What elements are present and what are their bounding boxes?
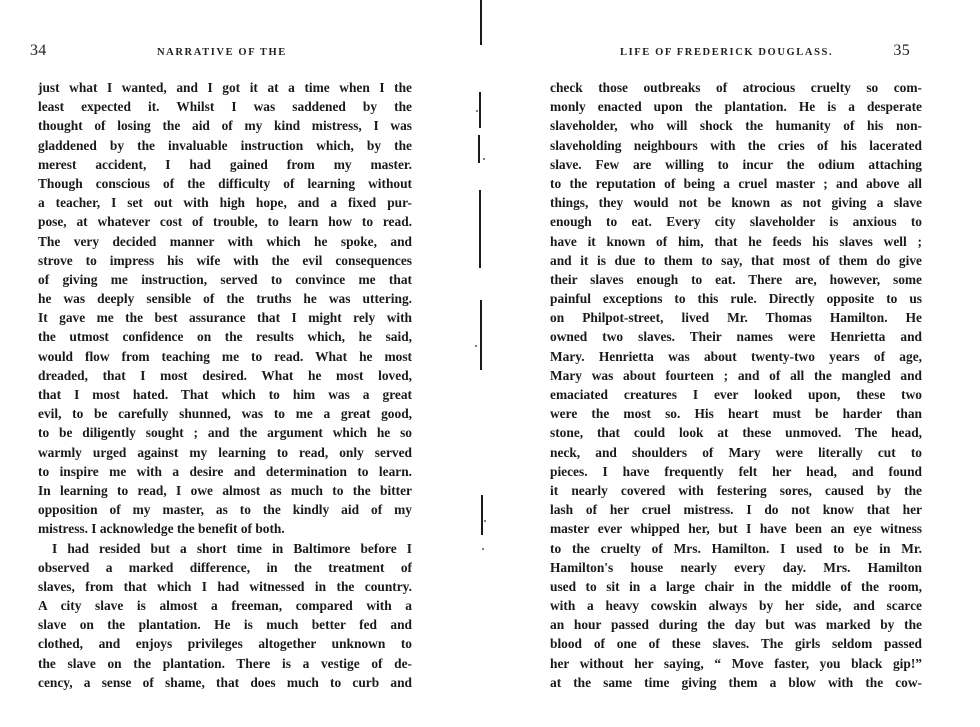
text-line: of giving me instruction, served to convince me that (38, 271, 412, 287)
text-line: gladdened by the invaluable instruction which, by the (38, 137, 412, 153)
binding-dot (475, 345, 477, 347)
text-line: mistress. I acknowledge the benefit of both. (38, 521, 285, 537)
text-line: slaveholding neighbours with the cries of his lacerated (550, 137, 922, 153)
binding-dot (483, 158, 485, 160)
text-line: pose, at whatever cost of trouble, to learn how to read. (38, 214, 412, 230)
text-line: stone, that could look at these unmoved. The head, (550, 425, 922, 441)
text-line: were the most so. His heart must be harder than (550, 406, 922, 422)
text-line: a teacher, I set out with high hope, and a fixed pur- (38, 195, 412, 211)
right-page (490, 0, 980, 727)
binding-mark (479, 92, 481, 128)
text-line: observed a marked difference, in the treatment of (38, 559, 412, 575)
text-line: warmly urged against my learning to read, only served (38, 444, 412, 460)
text-line: neck, and shoulders of Mary were literally cut to (550, 444, 922, 460)
text-line: painful exceptions to this rule. Directly opposite to us (550, 291, 922, 307)
left-page (0, 0, 475, 727)
text-line: to inspire me with a desire and determination to learn. (38, 463, 412, 479)
text-line: In learning to read, I owe almost as much to the bitter (38, 482, 412, 498)
text-line: emaciated creatures I ever looked upon, these two (550, 387, 922, 402)
text-line: to the cruelty of Mrs. Hamilton. I used to be in Mr. (550, 540, 922, 556)
binding-mark (481, 495, 483, 535)
text-line: their slaves enough to eat. There are, however, some (550, 271, 922, 287)
text-line: thought of losing the aid of my kind mistress, I was (38, 118, 412, 134)
text-line: It gave me the best assurance that I might rely with (38, 310, 412, 326)
text-line: the slave on the plantation. There is a vestige of de- (38, 655, 412, 671)
right-page-body (550, 78, 922, 692)
text-line: to the reputation of being a cruel master ; and above all (550, 175, 922, 191)
text-line: The very decided manner with which he spoke, and (38, 233, 412, 249)
text-line: slave. Few are willing to incur the odium attaching (550, 156, 922, 172)
text-line: Mary. Henrietta was about twenty-two years of age, (550, 348, 922, 364)
text-line: it nearly covered with festering sores, caused by the (550, 482, 922, 498)
binding-mark (480, 300, 482, 370)
text-line: Though conscious of the difficulty of learning without (38, 175, 412, 191)
text-line: opposition of my master, as to the kindly aid of my (38, 502, 412, 518)
text-line: to be diligently sought ; and the argument which he so (38, 425, 412, 441)
text-line: Hamilton's house nearly every day. Mrs. Hamilton (550, 559, 922, 575)
text-line: check those outbreaks of atrocious cruelty so com- (550, 80, 922, 95)
text-line: and it is due to them to say, that most of them do give (550, 252, 922, 268)
binding-dot (482, 548, 484, 550)
text-line: enough to eat. Every city slaveholder is anxious to (550, 214, 922, 230)
text-line: used to sit in a large chair in the middle of the room, (550, 578, 922, 594)
text-line: owned two slaves. Their names were Henrietta and (550, 329, 922, 345)
text-line: would flow from teaching me to read. What he most (38, 348, 412, 364)
binding-dot (476, 110, 478, 112)
right-page-header (620, 42, 910, 64)
text-line: cency, a sense of shame, that does much to curb and (38, 674, 412, 690)
left-page-header (30, 42, 440, 64)
text-line: dreaded, that I most desired. What he most loved, (38, 367, 412, 383)
text-line: master ever whipped her, but I have been an eye witness (550, 521, 922, 537)
text-line: strove to impress his wife with the evil consequences (38, 252, 412, 268)
running-head: NARRATIVE OF THE (157, 47, 287, 58)
text-line: I had resided but a short time in Baltimore before I (52, 540, 412, 556)
page-number: 34 (30, 42, 47, 59)
text-line: slaves, from that which I had witnessed in the country. (38, 578, 412, 594)
running-head: LIFE OF FREDERICK DOUGLASS. (620, 47, 834, 58)
text-line: at the same time giving them a blow with the cow- (550, 674, 922, 690)
page-number: 35 (893, 42, 910, 59)
text-line: pieces. I have frequently felt her head, and found (550, 463, 922, 479)
text-line: on Philpot-street, lived Mr. Thomas Hamilton. He (550, 310, 922, 326)
text-line: clothed, and enjoys privileges altogether unknown to (38, 636, 412, 652)
binding-dot (484, 520, 486, 522)
binding-mark (478, 135, 480, 163)
text-line: slaveholder, who will shock the humanity of his non- (550, 118, 922, 134)
binding-mark (480, 0, 482, 45)
text-line: the utmost confidence on the results which, he said, (38, 329, 412, 345)
text-line: blood of one of these slaves. The girls seldom passed (550, 636, 922, 652)
text-line: evil, to be carefully shunned, was to me a great good, (38, 406, 412, 422)
text-line: an hour passed during the day but was marked by the (550, 617, 922, 633)
text-line: just what I wanted, and I got it at a time when I the (38, 80, 412, 95)
text-line: A city slave is almost a freeman, compared with a (38, 598, 412, 614)
text-line: Mary was about fourteen ; and of all the mangled and (550, 367, 922, 383)
text-line: with a heavy cowskin always by her side, and scarce (550, 598, 922, 614)
text-line: lash of her cruel mistress. I do not know that her (550, 502, 922, 518)
text-line: have it known of him, that he feeds his slaves well ; (550, 233, 922, 249)
text-line: merest accident, I had gained from my master. (38, 156, 412, 172)
text-line: that I most hated. That which to him was a great (38, 387, 412, 402)
text-line: least expected it. Whilst I was saddened by the (38, 99, 412, 115)
text-line: slave on the plantation. He is much better fed and (38, 617, 412, 633)
text-line: her without her saying, “ Move faster, you black gip!” (550, 655, 922, 671)
text-line: things, they would not be known as not giving a slave (550, 195, 922, 211)
text-line: monly enacted upon the plantation. He is a desperate (550, 99, 922, 115)
text-line: he was deeply sensible of the truths he was uttering. (38, 291, 412, 307)
left-page-body (38, 78, 412, 692)
binding-mark (479, 190, 481, 268)
